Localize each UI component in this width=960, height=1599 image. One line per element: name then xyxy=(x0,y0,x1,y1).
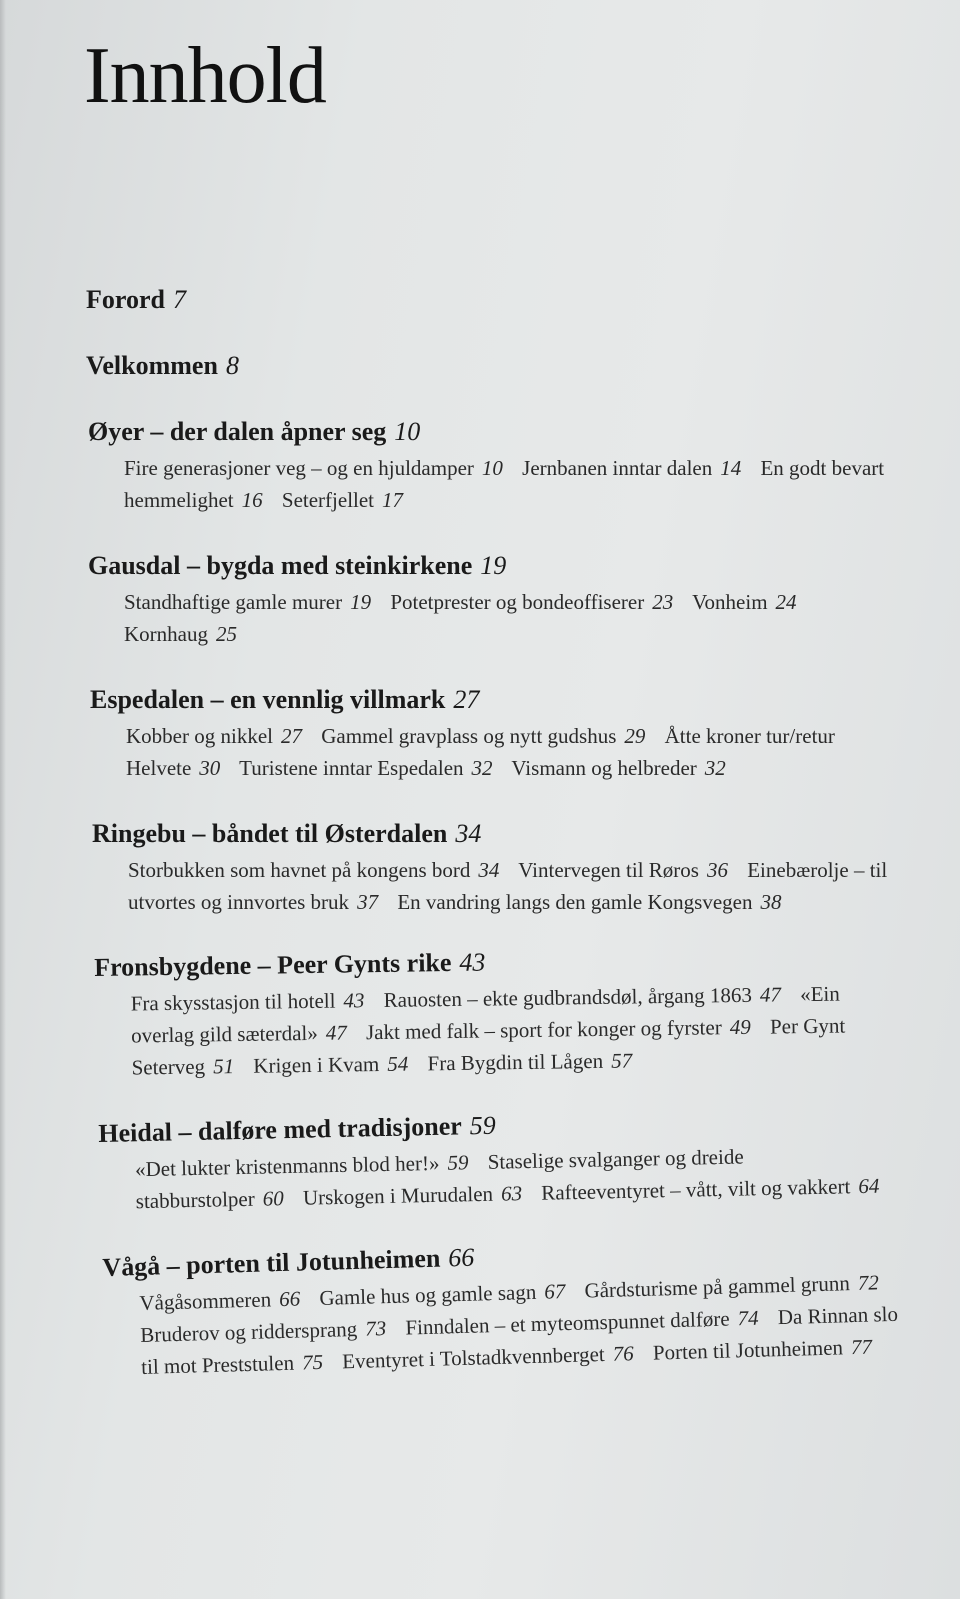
section-page: 47 xyxy=(759,982,782,1007)
section-entry xyxy=(135,1150,469,1181)
section-title: Krigen i Kvam xyxy=(253,1052,380,1078)
section-entry xyxy=(366,1015,751,1044)
section-entry xyxy=(390,590,673,614)
section-list xyxy=(88,586,906,650)
section-entry xyxy=(342,1341,634,1373)
section-entry xyxy=(427,1048,632,1075)
section-page: 19 xyxy=(350,590,372,614)
section-title: Seterfjellet xyxy=(281,488,375,512)
section-title: Gårdsturisme på gammel grunn xyxy=(584,1271,851,1303)
section-entry xyxy=(239,756,492,780)
section-page: 29 xyxy=(624,724,646,748)
chapter-title: Heidal – dalføre med tradisjoner xyxy=(98,1111,463,1148)
chapter-title: Velkommen xyxy=(86,351,218,380)
section-title: Vintervegen til Røros xyxy=(518,858,699,882)
section-entry xyxy=(518,858,728,882)
section-entry xyxy=(511,756,725,780)
toc-chapter xyxy=(88,416,906,516)
section-page: 72 xyxy=(857,1270,880,1295)
section-entry xyxy=(140,1316,387,1347)
section-title: Staselige svalganger og dreide stabburstolper xyxy=(135,1144,744,1214)
section-entry xyxy=(139,1286,300,1314)
section-entry xyxy=(384,982,782,1012)
section-title: Rafteeventyret – vått, vilt og vakkert xyxy=(541,1174,851,1205)
section-entry xyxy=(124,456,503,480)
section-title: En vandring langs den gamle Kongsvegen xyxy=(397,890,753,914)
toc-chapter xyxy=(102,1230,909,1384)
section-title: «Ein overlag gild sæterdal» xyxy=(131,981,840,1048)
section-page: 16 xyxy=(241,488,263,512)
section-entry xyxy=(405,1306,759,1340)
section-entry xyxy=(303,1181,523,1210)
section-entry xyxy=(319,1279,566,1310)
section-title: Kornhaug xyxy=(124,622,208,646)
section-page: 54 xyxy=(387,1051,409,1076)
section-page: 36 xyxy=(706,858,728,882)
section-page: 73 xyxy=(364,1316,387,1341)
section-page: 77 xyxy=(850,1334,873,1360)
section-entry xyxy=(653,1335,873,1365)
chapter-heading xyxy=(90,684,906,716)
toc-chapter xyxy=(94,941,908,1084)
section-page: 37 xyxy=(357,890,379,914)
chapter-heading xyxy=(86,350,906,382)
chapter-page: 7 xyxy=(172,285,186,314)
chapter-heading xyxy=(92,818,906,850)
section-entry xyxy=(522,456,741,480)
section-page: 75 xyxy=(301,1349,324,1375)
section-page: 59 xyxy=(447,1150,469,1175)
section-title: Jakt med falk – sport for konger og fyrster xyxy=(365,1015,722,1045)
section-page: 24 xyxy=(775,590,797,614)
section-entry xyxy=(584,1270,879,1302)
chapter-title: Fronsbygdene – Peer Gynts rike xyxy=(94,948,452,982)
section-list xyxy=(95,977,908,1084)
toc-chapter xyxy=(92,818,906,918)
section-entry xyxy=(541,1174,880,1205)
section-title: Da Rinnan slo til mot Preststulen xyxy=(140,1301,899,1379)
section-title: Eventyret i Tolstadkvennberget xyxy=(341,1342,606,1374)
section-title: Gammel gravplass og nytt gudshus xyxy=(321,724,617,748)
section-list xyxy=(88,452,906,516)
section-page: 17 xyxy=(382,488,404,512)
section-page: 30 xyxy=(199,756,221,780)
section-page: 32 xyxy=(704,756,726,780)
section-title: Bruderov og riddersprang xyxy=(139,1316,358,1347)
section-page: 64 xyxy=(858,1173,880,1199)
section-title: Fire generasjoner veg – og en hjuldamper xyxy=(124,456,474,480)
section-entry xyxy=(253,1052,408,1078)
chapter-page: 8 xyxy=(225,351,239,380)
section-title: Porten til Jotunheimen xyxy=(652,1335,844,1365)
section-entry xyxy=(282,488,403,512)
section-title: Storbukken som havnet på kongens bord xyxy=(128,858,471,882)
chapter-page: 66 xyxy=(447,1242,475,1273)
section-page: 47 xyxy=(325,1020,347,1045)
section-entry xyxy=(692,590,796,614)
chapter-heading xyxy=(86,284,906,316)
toc-chapter xyxy=(86,284,906,316)
chapter-page: 27 xyxy=(453,685,480,714)
section-title: Potetprester og bondeoffiserer xyxy=(390,590,645,614)
section-title: Urskogen i Murudalen xyxy=(302,1181,494,1210)
section-page: 60 xyxy=(262,1186,284,1211)
section-page: 66 xyxy=(278,1286,301,1312)
section-entry xyxy=(128,858,499,882)
section-page: 14 xyxy=(720,456,742,480)
toc-chapter xyxy=(90,684,906,784)
section-page: 10 xyxy=(481,456,503,480)
chapter-title: Gausdal – bygda med steinkirkene xyxy=(88,551,473,580)
chapter-page: 19 xyxy=(480,551,507,580)
chapter-heading xyxy=(88,550,906,582)
section-page: 34 xyxy=(478,858,500,882)
section-entry xyxy=(126,724,302,748)
section-page: 67 xyxy=(543,1279,566,1304)
chapter-title: Forord xyxy=(86,285,165,314)
table-of-contents xyxy=(86,284,906,1418)
toc-chapter xyxy=(86,350,906,382)
section-title: Fra Bygdin til Lågen xyxy=(427,1048,604,1076)
section-title: Turistene inntar Espedalen xyxy=(239,756,464,780)
section-list xyxy=(103,1266,909,1384)
section-page: 76 xyxy=(612,1341,634,1366)
section-page: 51 xyxy=(212,1054,235,1079)
section-title: Fra skysstasjon til hotell xyxy=(130,988,336,1016)
section-title: Finndalen – et myteomspunnet dalføre xyxy=(405,1306,730,1340)
section-title: Åtte kroner tur/retur Helvete xyxy=(126,724,835,780)
section-title: Per Gynt Seterveg xyxy=(131,1013,846,1080)
toc-chapter xyxy=(88,550,906,650)
section-entry xyxy=(131,988,365,1015)
chapter-page: 10 xyxy=(394,417,421,446)
page-edge xyxy=(0,0,6,1599)
section-title: Einebærolje – til utvortes og innvortes bruk xyxy=(128,858,888,914)
section-page: 49 xyxy=(729,1014,751,1040)
section-list xyxy=(99,1137,908,1218)
section-page: 57 xyxy=(610,1048,633,1073)
chapter-page: 34 xyxy=(455,819,482,848)
section-title: Vonheim xyxy=(692,590,768,614)
section-page: 27 xyxy=(280,724,302,748)
chapter-page: 43 xyxy=(459,947,486,977)
section-page: 74 xyxy=(737,1305,759,1331)
chapter-page: 59 xyxy=(469,1110,497,1141)
section-title: Vågåsommeren xyxy=(139,1287,272,1315)
section-title: Standhaftige gamle murer xyxy=(124,590,343,614)
section-title: Jernbanen inntar dalen xyxy=(522,456,713,480)
chapter-heading xyxy=(88,416,906,448)
section-entry xyxy=(397,890,781,914)
section-title: En godt bevart hemmelighet xyxy=(124,456,885,512)
section-title: Vismann og helbreder xyxy=(511,756,697,780)
section-page: 43 xyxy=(343,988,365,1013)
section-title: Gamle hus og gamle sagn xyxy=(319,1279,537,1310)
section-page: 38 xyxy=(760,890,782,914)
section-page: 23 xyxy=(652,590,674,614)
toc-chapter xyxy=(98,1101,908,1218)
section-entry xyxy=(124,622,237,646)
section-entry xyxy=(124,590,371,614)
section-list xyxy=(92,854,906,918)
page-title: Innhold xyxy=(84,32,326,120)
chapter-title: Ringebu – båndet til Østerdalen xyxy=(92,819,448,848)
section-page: 25 xyxy=(215,622,237,646)
section-title: Kobber og nikkel xyxy=(126,724,273,748)
section-list xyxy=(90,720,906,784)
section-page: 32 xyxy=(471,756,493,780)
section-page: 63 xyxy=(500,1181,523,1206)
section-entry xyxy=(321,724,645,748)
chapter-title: Vågå – porten til Jotunheimen xyxy=(102,1243,441,1282)
chapter-title: Øyer – der dalen åpner seg xyxy=(88,417,387,446)
section-title: Rauosten – ekte gudbrandsdøl, årgang 1863 xyxy=(383,982,753,1012)
chapter-title: Espedalen – en vennlig villmark xyxy=(90,685,446,714)
section-title: «Det lukter kristenmanns blod her!» xyxy=(134,1150,440,1182)
